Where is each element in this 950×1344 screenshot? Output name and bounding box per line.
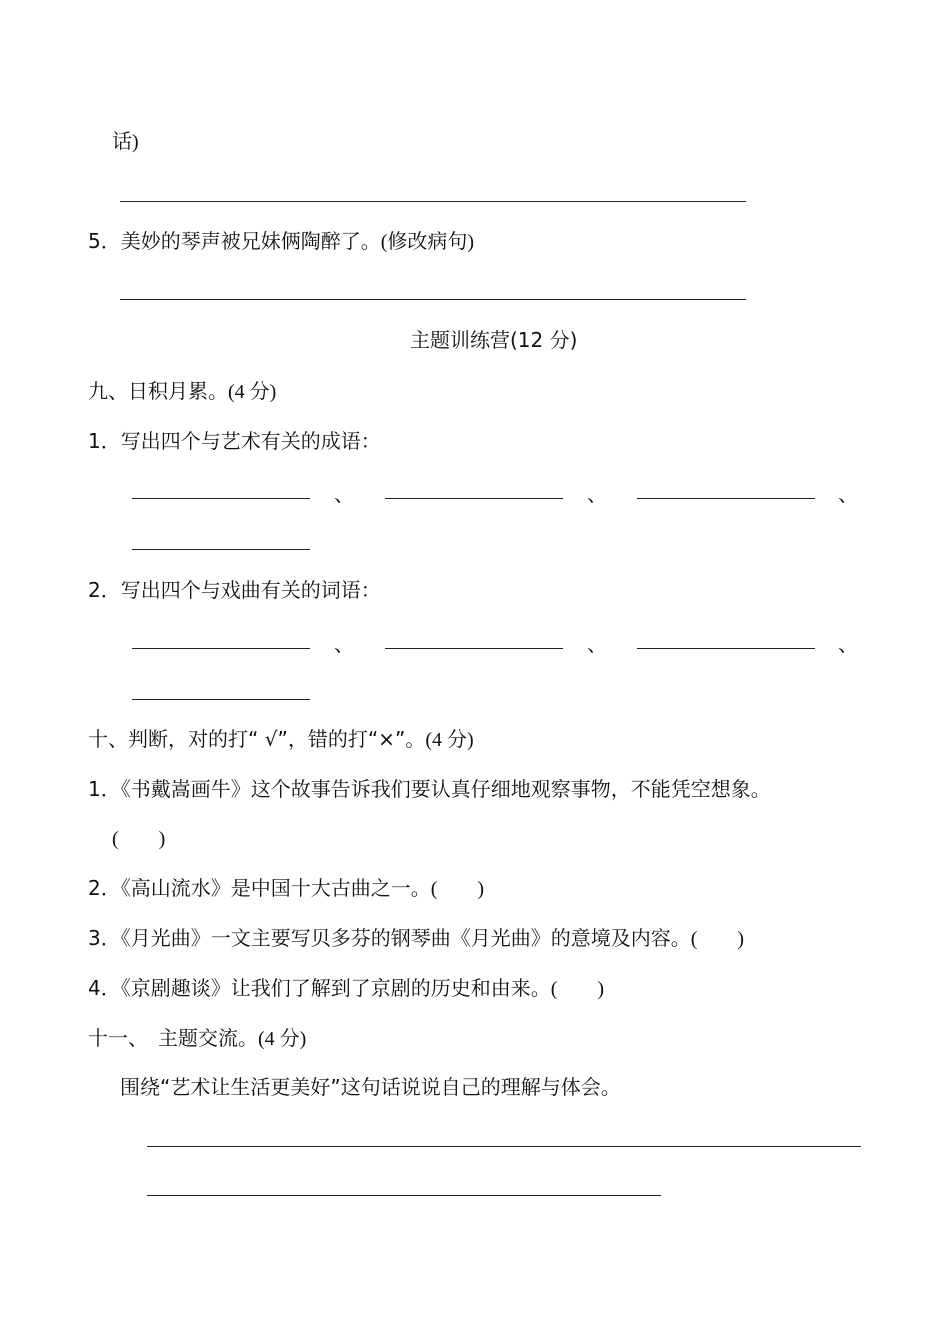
judge-item-3-paren[interactable]: ( ) <box>690 928 745 950</box>
answer-line[interactable] <box>147 1195 661 1196</box>
separator: 、 <box>838 632 858 656</box>
judge-item-4-paren[interactable]: ( ) <box>550 978 605 1000</box>
judge-item-1-paren[interactable]: ( ) <box>112 828 166 850</box>
answer-blank[interactable] <box>132 549 310 550</box>
answer-line[interactable] <box>147 1146 861 1147</box>
judge-item-3-text: 3．《月光曲》一文主要写贝多芬的钢琴曲《月光曲》的意境及内容。 <box>88 926 691 950</box>
section-10-score: (4 分) <box>425 729 474 751</box>
continued-text-fragment: 话) <box>112 131 139 153</box>
question-9-2: 2．写出四个与戏曲有关的词语： <box>88 578 381 602</box>
judge-item-2-text: 2．《高山流水》是中国十大古曲之一。 <box>88 876 431 900</box>
answer-blank[interactable] <box>132 498 310 499</box>
judge-item-4 <box>88 976 604 1001</box>
judge-item-1-text: 1．《书戴嵩画牛》这个故事告诉我们要认真仔细地观察事物，不能凭空想象。 <box>88 777 771 801</box>
question-5 <box>88 229 474 254</box>
separator: 、 <box>838 482 858 506</box>
question-9-1: 1．写出四个与艺术有关的成语： <box>88 429 381 453</box>
answer-blank[interactable] <box>637 498 815 499</box>
judge-item-2 <box>88 876 484 901</box>
question-5-note: (修改病句) <box>380 231 475 253</box>
section-10-title: 十、判断，对的打“ √”，错的打“×”。 <box>88 727 426 751</box>
judge-item-3 <box>88 926 744 951</box>
answer-blank[interactable] <box>385 498 563 499</box>
separator: 、 <box>587 482 607 506</box>
separator: 、 <box>587 632 607 656</box>
answer-blank[interactable] <box>385 648 563 649</box>
answer-blank[interactable] <box>637 648 815 649</box>
answer-line[interactable] <box>120 299 746 300</box>
separator: 、 <box>334 632 354 656</box>
section-9-title: 九、日积月累。 <box>88 379 228 403</box>
section-9-score: (4 分) <box>228 381 277 403</box>
answer-line[interactable] <box>120 201 746 202</box>
section-title: 主题训练营(12 分) <box>410 328 578 352</box>
discussion-prompt: 围绕“艺术让生活更美好”这句话说说自己的理解与体会。 <box>120 1075 621 1099</box>
section-11-heading <box>88 1026 306 1051</box>
separator: 、 <box>334 482 354 506</box>
judge-item-4-text: 4．《京剧趣谈》让我们了解到了京剧的历史和由来。 <box>88 976 551 1000</box>
section-11-score: (4 分) <box>258 1028 307 1050</box>
answer-blank[interactable] <box>132 699 310 700</box>
section-9-heading <box>88 379 276 404</box>
section-11-title: 十一、 主题交流。 <box>88 1026 258 1050</box>
section-10-heading <box>88 727 474 752</box>
question-5-text: 5．美妙的琴声被兄妹俩陶醉了。 <box>88 229 381 253</box>
judge-item-2-paren[interactable]: ( ) <box>430 878 485 900</box>
answer-blank[interactable] <box>132 648 310 649</box>
